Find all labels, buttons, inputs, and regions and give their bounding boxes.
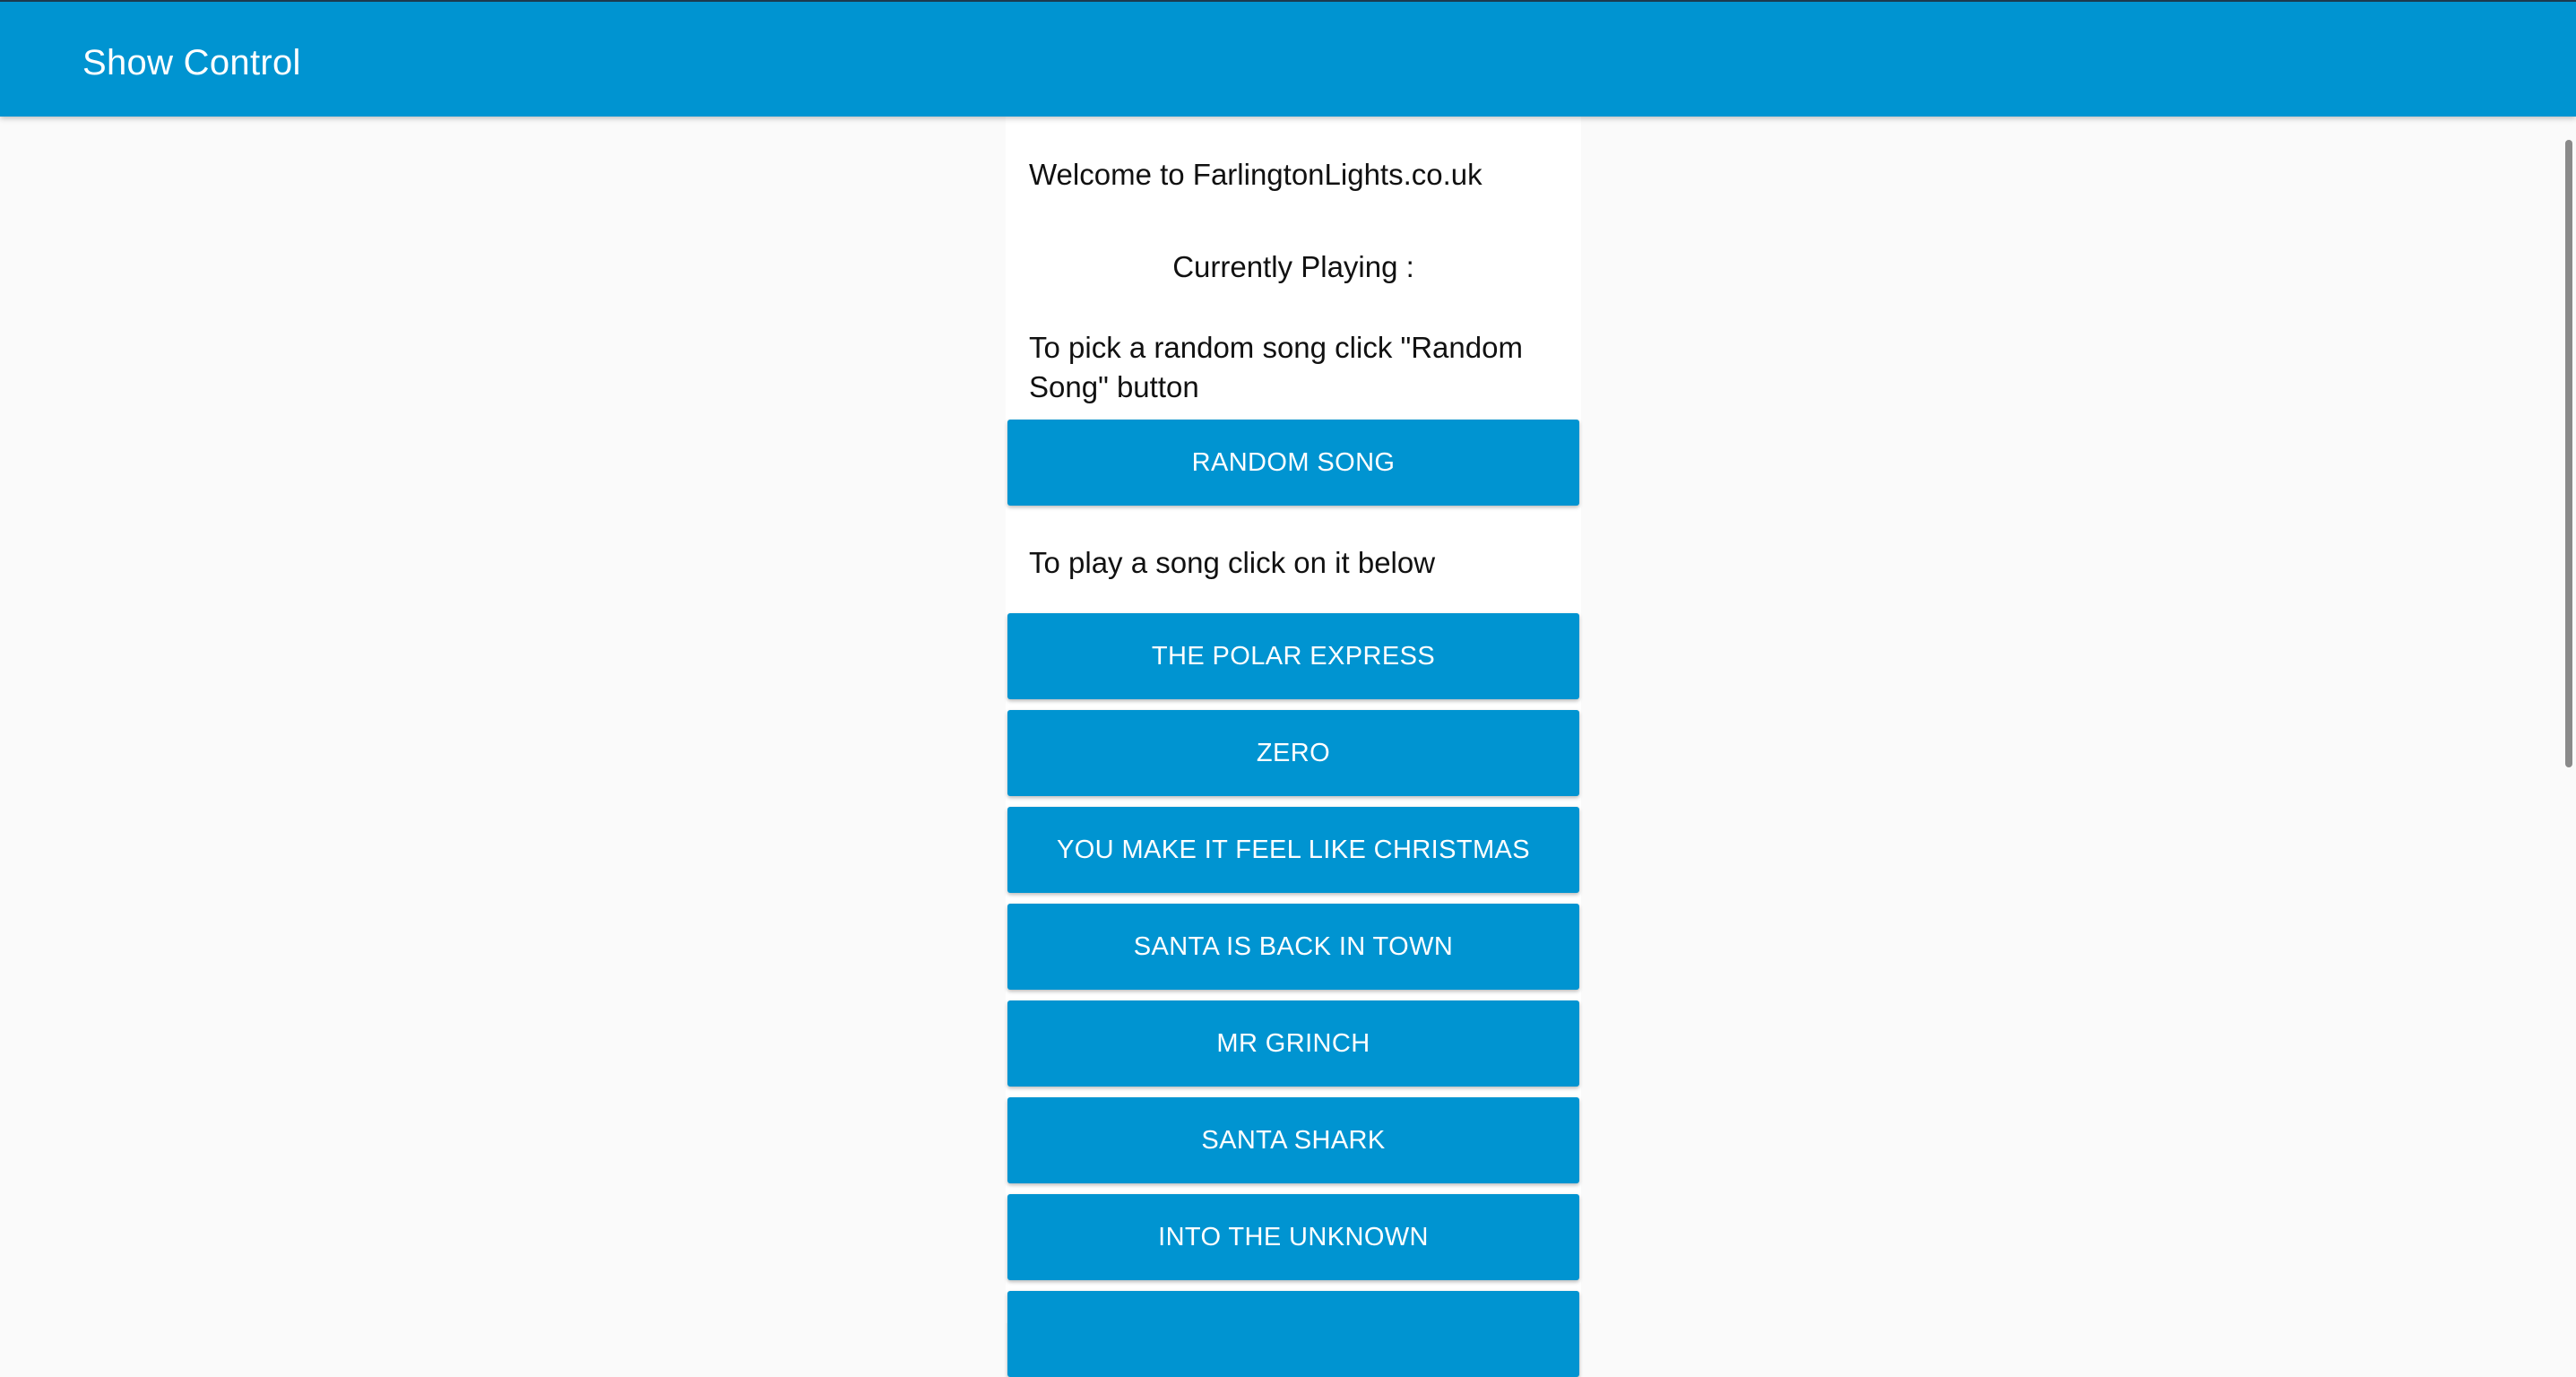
random-song-instructions: To pick a random song click "Random Song" button bbox=[1029, 331, 1523, 403]
page-scrollbar[interactable] bbox=[2565, 140, 2572, 767]
welcome-text: Welcome to FarlingtonLights.co.uk bbox=[1029, 158, 1482, 191]
show-control-panel bbox=[1006, 117, 1581, 1323]
top-app-bar bbox=[0, 0, 2576, 117]
currently-playing-text: Currently Playing : bbox=[1172, 250, 1414, 283]
play-song-instructions: To play a song click on it below bbox=[1029, 546, 1436, 579]
song-button-mr-grinch[interactable]: MR GRINCH bbox=[1007, 1000, 1579, 1087]
song-button-santa-is-back-in-town[interactable]: SANTA IS BACK IN TOWN bbox=[1007, 904, 1579, 990]
app-title: Show Control bbox=[82, 43, 301, 82]
song-button-you-make-it-feel-like-christmas[interactable]: YOU MAKE IT FEEL LIKE CHRISTMAS bbox=[1007, 807, 1579, 893]
song-button-zero[interactable]: ZERO bbox=[1007, 710, 1579, 796]
random-song-button[interactable]: RANDOM SONG bbox=[1007, 420, 1579, 506]
song-button-the-polar-express[interactable]: THE POLAR EXPRESS bbox=[1007, 613, 1579, 699]
song-button-into-the-unknown[interactable]: INTO THE UNKNOWN bbox=[1007, 1194, 1579, 1280]
song-button-partial[interactable] bbox=[1007, 1291, 1579, 1377]
song-button-santa-shark[interactable]: SANTA SHARK bbox=[1007, 1097, 1579, 1183]
